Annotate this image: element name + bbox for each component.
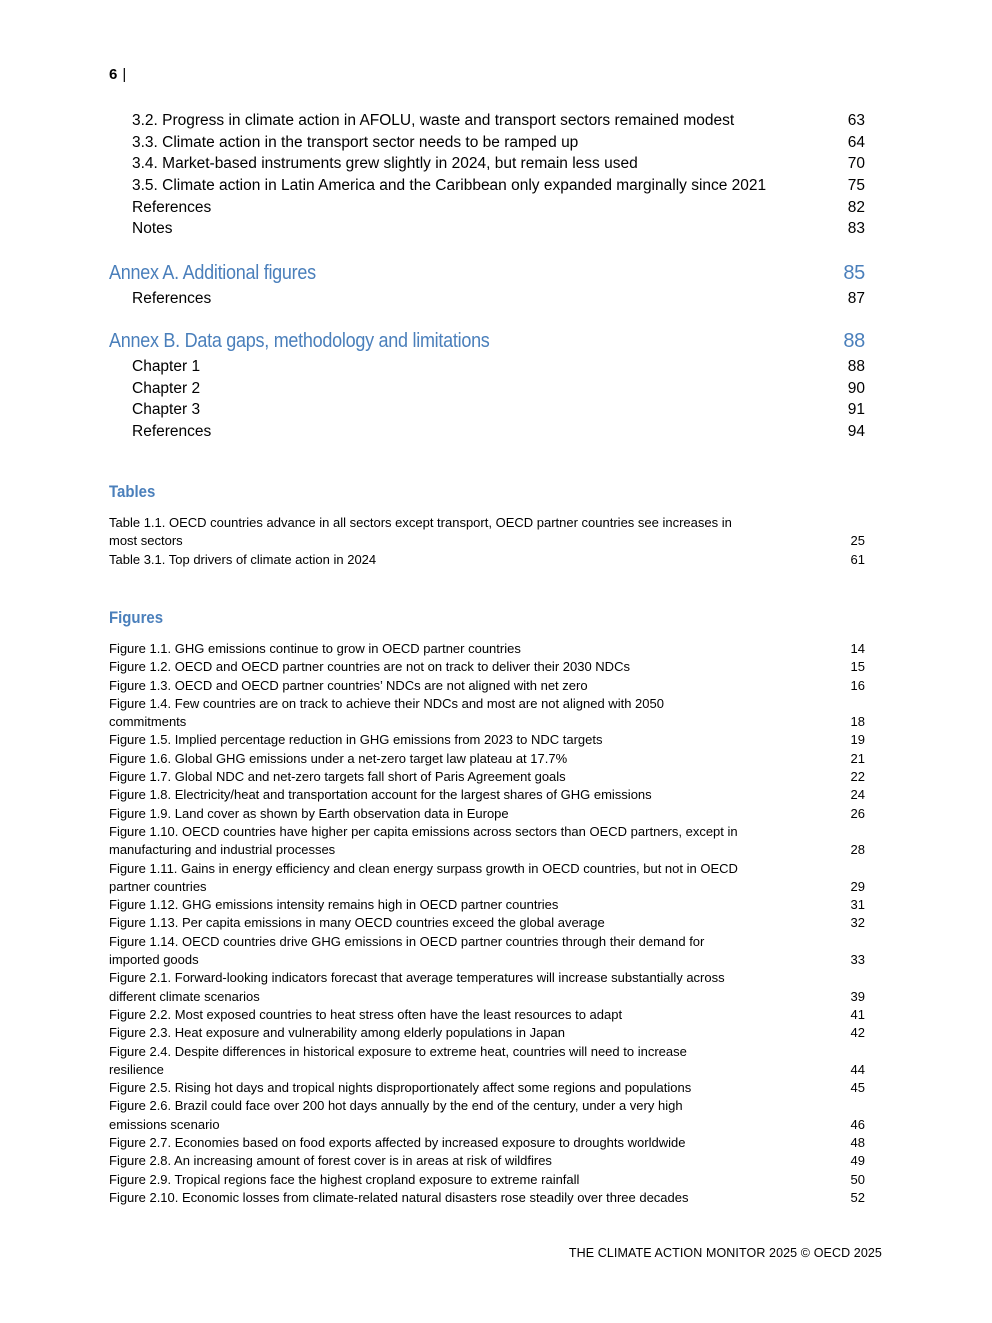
figure-title-line: partner countries (109, 878, 207, 894)
table-entry[interactable] (109, 551, 865, 569)
toc-entry[interactable] (109, 153, 865, 175)
figure-title-line: commitments (109, 714, 187, 730)
toc-label: 3.5. Climate action in Latin America and the Caribbean only expanded marginally since 2021 (132, 177, 767, 195)
figure-page: 19 (850, 732, 865, 748)
annex-b-label: Chapter 2 (132, 379, 201, 397)
figure-entry[interactable] (109, 933, 865, 970)
annex-b-page: 88 (847, 357, 865, 375)
figure-page: 50 (850, 1171, 865, 1187)
toc-chapter-entries (109, 110, 865, 240)
figure-page: 29 (850, 878, 865, 894)
figure-title-line: Figure 1.4. Few countries are on track to achieve their NDCs and most are not aligned with 2050 (109, 695, 664, 711)
figure-page: 31 (850, 897, 865, 913)
figure-title-line: Figure 2.1. Forward-looking indicators forecast that average temperatures will increase substantially across (109, 970, 725, 986)
figure-title-line: Figure 2.4. Despite differences in historical exposure to extreme heat, countries will need to increase (109, 1043, 687, 1059)
figure-title-line: Figure 2.8. An increasing amount of forest cover is in areas at risk of wildfires (109, 1153, 552, 1169)
figure-page: 15 (850, 659, 865, 675)
figure-title-line: Figure 1.14. OECD countries drive GHG emissions in OECD partner countries through their demand for (109, 933, 705, 949)
tables-heading: Tables (109, 482, 156, 501)
annex-b-page: 91 (847, 401, 865, 419)
figure-page: 26 (850, 805, 865, 821)
toc-label: Notes (132, 220, 173, 238)
annex-b-title: Annex B. Data gaps, methodology and limitations (109, 329, 490, 352)
figure-title-line: emissions scenario (109, 1116, 220, 1132)
figure-page: 48 (850, 1135, 865, 1151)
footer-text: THE CLIMATE ACTION MONITOR 2025 © OECD 2025 (568, 1246, 882, 1260)
annex-a-title: Annex A. Additional figures (109, 262, 316, 285)
annex-b-page: 90 (847, 379, 865, 397)
figure-page: 39 (850, 988, 865, 1004)
figure-page: 14 (850, 641, 865, 656)
figure-entry[interactable] (109, 1079, 865, 1097)
figure-title-line: resilience (109, 1061, 164, 1077)
annex-b-entry[interactable] (109, 378, 865, 400)
figure-entry[interactable] (109, 860, 865, 897)
figure-title-line: Figure 2.2. Most exposed countries to heat stress often have the least resources to adapt (109, 1006, 623, 1022)
table-title-line: Table 3.1. Top drivers of climate action in 2024 (109, 551, 377, 567)
figure-page: 41 (850, 1006, 865, 1022)
page-number-value: 6 (109, 66, 118, 83)
figure-page: 52 (850, 1189, 865, 1205)
annex-b-entry[interactable] (109, 421, 865, 443)
figure-title-line: manufacturing and industrial processes (109, 842, 336, 858)
figures-list (109, 640, 865, 1207)
toc-page: 83 (847, 220, 865, 238)
figure-title-line: Figure 2.9. Tropical regions face the highest cropland exposure to extreme rainfall (109, 1171, 580, 1187)
tables-list (109, 514, 865, 569)
figure-entry[interactable] (109, 1006, 865, 1024)
figure-title-line: Figure 2.3. Heat exposure and vulnerability among elderly populations in Japan (109, 1025, 566, 1041)
annex-b-entries (109, 356, 865, 443)
table-entry[interactable] (109, 514, 865, 551)
toc-label: 3.4. Market-based instruments grew slightly in 2024, but remain less used (132, 155, 638, 173)
figures-heading: Figures (109, 608, 164, 627)
toc-page: 75 (847, 177, 865, 195)
annex-b-label: Chapter 1 (132, 357, 201, 375)
figure-entry[interactable] (109, 805, 865, 823)
toc-entry[interactable] (109, 175, 865, 197)
figure-title-line: Figure 1.6. Global GHG emissions under a net-zero target law plateau at 17.7% (109, 750, 568, 766)
figure-title-line: Figure 1.12. GHG emissions intensity remains high in OECD partner countries (109, 897, 559, 913)
annex-a-page: 87 (847, 290, 865, 308)
figure-entry[interactable] (109, 1134, 865, 1152)
figure-entry[interactable] (109, 969, 865, 1006)
figure-entry[interactable] (109, 1189, 865, 1207)
table-page: 25 (850, 533, 865, 549)
annex-b-label: References (132, 422, 212, 440)
toc-page: 70 (847, 155, 865, 173)
figure-page: 44 (850, 1061, 865, 1077)
toc-entry[interactable] (109, 218, 865, 240)
toc-entry[interactable] (109, 197, 865, 219)
annex-a-entries (109, 288, 865, 310)
annex-b-page: 94 (847, 422, 865, 440)
figure-entry[interactable] (109, 1043, 865, 1080)
annex-a-entry[interactable] (109, 258, 865, 288)
toc-page: 82 (847, 198, 865, 216)
figure-title-line: Figure 1.13. Per capita emissions in many OECD countries exceed the global average (109, 915, 605, 931)
figure-title-line: Figure 1.10. OECD countries have higher per capita emissions across sectors than OECD partners, except in (109, 823, 738, 839)
figure-entry[interactable] (109, 750, 865, 768)
figure-title-line: Figure 1.7. Global NDC and net-zero targets fall short of Paris Agreement goals (109, 769, 566, 785)
figure-page: 21 (850, 750, 865, 766)
figure-title-line: Figure 2.7. Economies based on food exports affected by increased exposure to droughts worldwide (109, 1135, 686, 1151)
table-page: 61 (850, 551, 865, 567)
annex-a-page: 85 (843, 262, 865, 285)
figure-title-line: different climate scenarios (109, 988, 260, 1004)
figure-title-line: Figure 1.1. GHG emissions continue to grow in OECD partner countries (109, 641, 521, 656)
annex-b-page: 88 (843, 329, 865, 352)
figure-title-line: Figure 1.8. Electricity/heat and transportation account for the largest shares of GHG emissions (109, 787, 652, 803)
table-title-line: Table 1.1. OECD countries advance in all sectors except transport, OECD partner countries see increases in (109, 515, 732, 530)
figure-title-line: Figure 1.5. Implied percentage reduction in GHG emissions from 2023 to NDC targets (109, 732, 603, 748)
figure-title-line: Figure 1.2. OECD and OECD partner countries are not on track to deliver their 2030 NDCs (109, 659, 630, 675)
figure-page: 46 (850, 1116, 865, 1132)
figure-entry[interactable] (109, 896, 865, 914)
figure-title-line: Figure 1.9. Land cover as shown by Earth observation data in Europe (109, 805, 509, 821)
figure-page: 16 (850, 677, 865, 693)
annex-a-label: References (132, 290, 212, 308)
figure-entry[interactable] (109, 658, 865, 676)
figure-title-line: Figure 2.6. Brazil could face over 200 hot days annually by the end of the century, under a very high (109, 1098, 683, 1114)
figure-page: 32 (850, 915, 865, 931)
figure-page: 42 (850, 1025, 865, 1041)
toc-entry[interactable] (109, 110, 865, 132)
figure-title-line: imported goods (109, 952, 199, 968)
figure-page: 28 (850, 842, 865, 858)
figure-title-line: Figure 1.11. Gains in energy efficiency and clean energy surpass growth in OECD countries, but not in OECD (109, 860, 738, 876)
figure-entry[interactable] (109, 695, 865, 732)
figure-title-line: Figure 2.10. Economic losses from climate-related natural disasters rose steadily over three decades (109, 1189, 689, 1205)
figure-page: 24 (850, 787, 865, 803)
figure-entry[interactable] (109, 731, 865, 749)
annex-b-label: Chapter 3 (132, 401, 201, 419)
toc-page: 64 (847, 133, 865, 151)
annex-b-entry[interactable] (109, 356, 865, 378)
figure-page: 49 (850, 1153, 865, 1169)
annex-b-entry[interactable] (109, 399, 865, 421)
figure-entry[interactable] (109, 823, 865, 860)
figure-entry[interactable] (109, 677, 865, 695)
figure-entry[interactable] (109, 1097, 865, 1134)
figure-title-line: Figure 1.3. OECD and OECD partner countries’ NDCs are not aligned with net zero (109, 677, 588, 693)
toc-label: References (132, 198, 212, 216)
figure-entry[interactable] (109, 1152, 865, 1170)
annex-a-entry[interactable] (109, 288, 865, 310)
figure-page: 45 (850, 1080, 865, 1096)
toc-label: 3.2. Progress in climate action in AFOLU, waste and transport sectors remained modest (132, 112, 735, 129)
figure-page: 33 (850, 952, 865, 968)
figure-entry[interactable] (109, 1171, 865, 1189)
figure-page: 22 (850, 769, 865, 785)
figure-entry[interactable] (109, 768, 865, 786)
figure-entry[interactable] (109, 1024, 865, 1042)
figure-entry[interactable] (109, 786, 865, 804)
figure-title-line: Figure 2.5. Rising hot days and tropical nights disproportionately affect some regions and populations (109, 1080, 692, 1096)
toc-label: 3.3. Climate action in the transport sector needs to be ramped up (132, 133, 579, 151)
toc-entry[interactable] (109, 132, 865, 154)
header-separator: | (122, 66, 127, 83)
figure-page: 18 (850, 714, 865, 730)
page-number (109, 66, 126, 83)
annex-b-entry[interactable] (109, 326, 865, 356)
figure-entry[interactable] (109, 640, 865, 658)
table-title-line: most sectors (109, 533, 183, 549)
figure-entry[interactable] (109, 914, 865, 932)
toc-top (109, 110, 865, 443)
toc-page: 63 (847, 112, 865, 129)
